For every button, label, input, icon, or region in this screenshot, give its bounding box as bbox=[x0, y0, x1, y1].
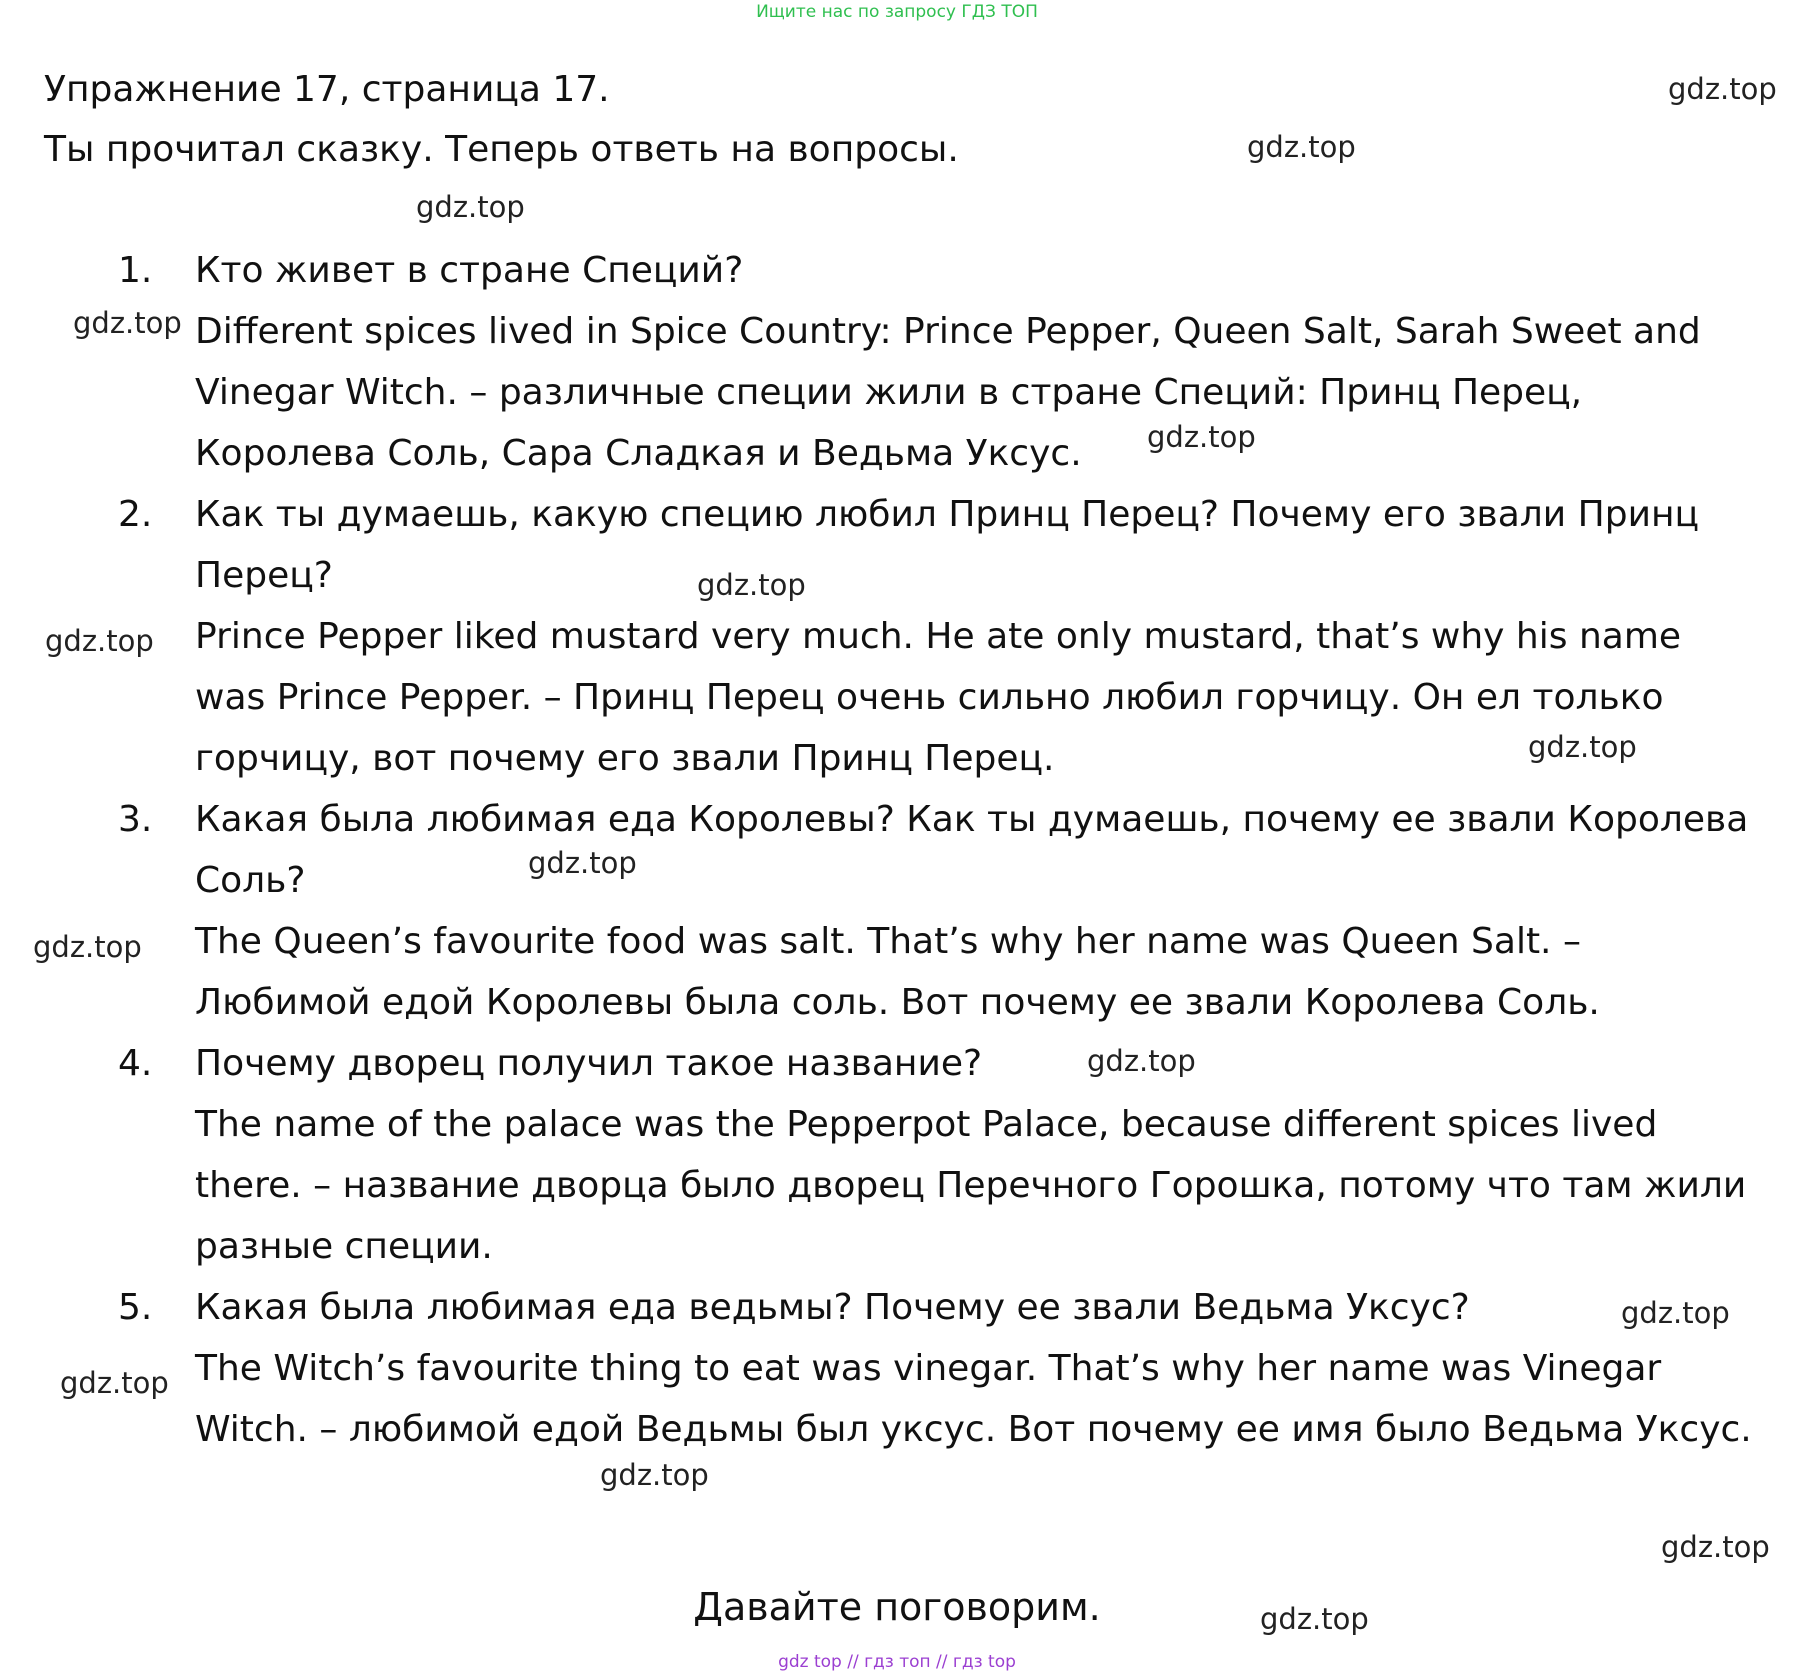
question-text: Кто живет в стране Специй? bbox=[195, 250, 744, 291]
answer-1: Different spices lived in Spice Country: Prince Pepper, Queen Salt, Sarah Sweet and Vinegar Witch. – различные специи жили в стране Специй: Принц Перец, Королева Соль, Сара Сладкая и Ведьма Уксус. bbox=[195, 311, 1701, 474]
watermark: gdz.top bbox=[60, 1366, 169, 1400]
question-number: 4. bbox=[118, 1043, 153, 1084]
watermark: gdz.top bbox=[73, 306, 182, 340]
watermark: gdz.top bbox=[1528, 730, 1637, 764]
question-number: 1. bbox=[118, 250, 153, 291]
question-1 bbox=[0, 240, 1755, 301]
question-number: 5. bbox=[118, 1287, 153, 1328]
answer-4: The name of the palace was the Pepperpot Palace, because different spices lived there. – название дворца было дворец Перечного Горошка, потому что там жили разные специи. bbox=[195, 1104, 1747, 1267]
watermark: gdz.top bbox=[1668, 72, 1777, 106]
watermark: gdz.top bbox=[528, 846, 637, 880]
top-banner: Ищите нас по запросу ГДЗ ТОП bbox=[756, 2, 1038, 22]
watermark: gdz.top bbox=[33, 930, 142, 964]
watermark: gdz.top bbox=[1621, 1296, 1730, 1330]
lets-talk-heading: Давайте поговорим. bbox=[693, 1585, 1101, 1629]
question-text: Как ты думаешь, какую специю любил Принц Перец? Почему его звали Принц Перец? bbox=[195, 494, 1700, 596]
question-text: Почему дворец получил такое название? bbox=[195, 1043, 983, 1084]
question-4 bbox=[0, 1033, 1755, 1094]
watermark: gdz.top bbox=[45, 624, 154, 658]
answer-3: The Queen’s favourite food was salt. That’s why her name was Queen Salt. – Любимой едой Королевы была соль. Вот почему ее звали Королева Соль. bbox=[195, 921, 1600, 1023]
question-number: 3. bbox=[118, 799, 153, 840]
watermark: gdz.top bbox=[1087, 1044, 1196, 1078]
watermark: gdz.top bbox=[1247, 130, 1356, 164]
question-text: Какая была любимая еда Королевы? Как ты думаешь, почему ее звали Королева Соль? bbox=[195, 799, 1749, 901]
exercise-title: Упражнение 17, страница 17. bbox=[44, 69, 610, 110]
watermark: gdz.top bbox=[600, 1458, 709, 1492]
watermark: gdz.top bbox=[1260, 1602, 1369, 1636]
answer-5: The Witch’s favourite thing to eat was vinegar. That’s why her name was Vinegar Witch. – любимой едой Ведьмы был уксус. Вот почему ее имя было Ведьма Уксус. bbox=[195, 1348, 1752, 1450]
watermark: gdz.top bbox=[1147, 420, 1256, 454]
answer-2: Prince Pepper liked mustard very much. He ate only mustard, that’s why his name was Prince Pepper. – Принц Перец очень сильно любил горчицу. Он ел только горчицу, вот почему его звали Принц Перец. bbox=[195, 616, 1682, 779]
watermark: gdz.top bbox=[697, 568, 806, 602]
bottom-banner: gdz top // гдз топ // гдз top bbox=[778, 1652, 1016, 1672]
question-number: 2. bbox=[118, 494, 153, 535]
question-list bbox=[0, 240, 1794, 1460]
instruction-text: Ты прочитал сказку. Теперь ответь на вопросы. bbox=[44, 129, 959, 170]
question-3 bbox=[0, 789, 1755, 911]
question-2 bbox=[0, 484, 1755, 606]
question-5 bbox=[0, 1277, 1755, 1338]
question-text: Какая была любимая еда ведьмы? Почему ее звали Ведьма Уксус? bbox=[195, 1287, 1470, 1328]
watermark: gdz.top bbox=[416, 190, 525, 224]
watermark: gdz.top bbox=[1661, 1530, 1770, 1564]
